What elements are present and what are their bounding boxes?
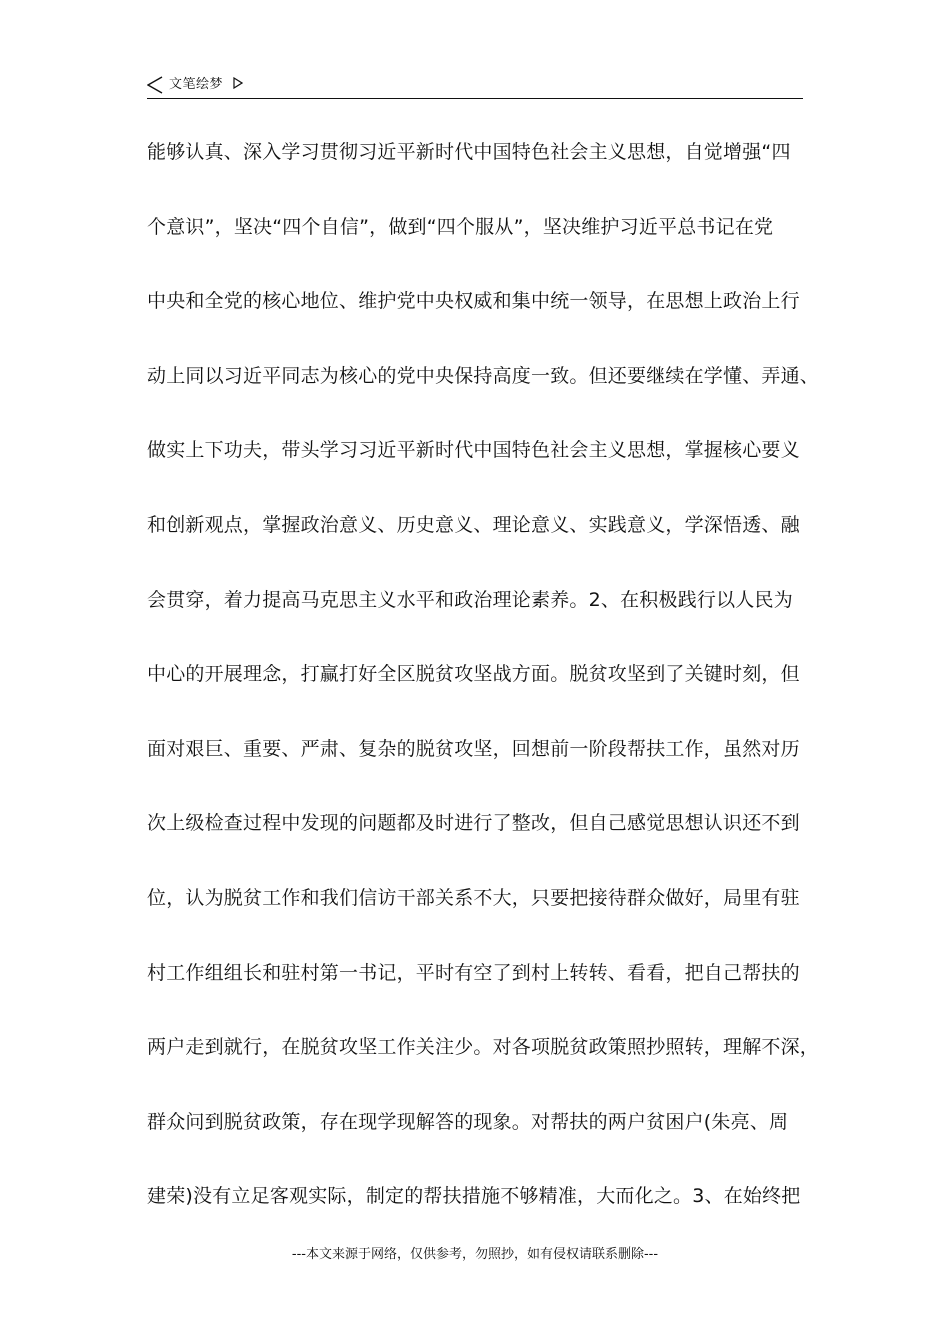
text-line: 中央和全党的核心地位、维护党中央权威和集中统一领导，在思想上政治上行 [147, 290, 800, 313]
triangle-left-icon [147, 76, 163, 94]
header-title: 文笔绘梦 [169, 77, 224, 92]
text-line: 做实上下功夫，带头学习习近平新时代中国特色社会主义思想，掌握核心要义 [147, 439, 800, 462]
page-header [147, 74, 803, 99]
text-line: 村工作组组长和驻村第一书记，平时有空了到村上转转、看看，把自己帮扶的 [147, 961, 800, 984]
text-line: 和创新观点，掌握政治意义、历史意义、理论意义、实践意义，学深悟透、融 [147, 513, 800, 536]
text-line: 群众问到脱贫政策，存在现学现解答的现象。对帮扶的两户贫困户(朱亮、周 [147, 1110, 789, 1133]
body-text [147, 132, 820, 1251]
triangle-right-icon [233, 77, 243, 89]
text-line: 建荣)没有立足客观实际，制定的帮扶措施不够精准，大而化之。3、在始终把 [147, 1185, 801, 1208]
text-line: 动上同以习近平同志为核心的党中央保持高度一致。但还要继续在学懂、弄通、 [147, 364, 820, 387]
text-line: 个意识”，坚决“四个自信”，做到“四个服从”，坚决维护习近平总书记在党 [147, 215, 774, 238]
text-line: 中心的开展理念，打赢打好全区脱贫攻坚战方面。脱贫攻坚到了关键时刻，但 [147, 663, 800, 686]
page-footer: ---本文来源于网络，仅供参考，勿照抄，如有侵权请联系删除--- [291, 1247, 659, 1262]
text-line: 能够认真、深入学习贯彻习近平新时代中国特色社会主义思想，自觉增强“四 [147, 141, 791, 163]
text-line: 会贯穿，着力提高马克思主义水平和政治理论素养。2、在积极践行以人民为 [147, 588, 793, 611]
text-line: 面对艰巨、重要、严肃、复杂的脱贫攻坚，回想前一阶段帮扶工作，虽然对历 [147, 737, 800, 760]
text-line: 两户走到就行，在脱贫攻坚工作关注少。对各项脱贫政策照抄照转，理解不深， [147, 1036, 820, 1059]
text-line: 次上级检查过程中发现的问题都及时进行了整改，但自己感觉思想认识还不到 [147, 812, 800, 835]
text-line: 位，认为脱贫工作和我们信访干部关系不大，只要把接待群众做好，局里有驻 [147, 886, 800, 909]
